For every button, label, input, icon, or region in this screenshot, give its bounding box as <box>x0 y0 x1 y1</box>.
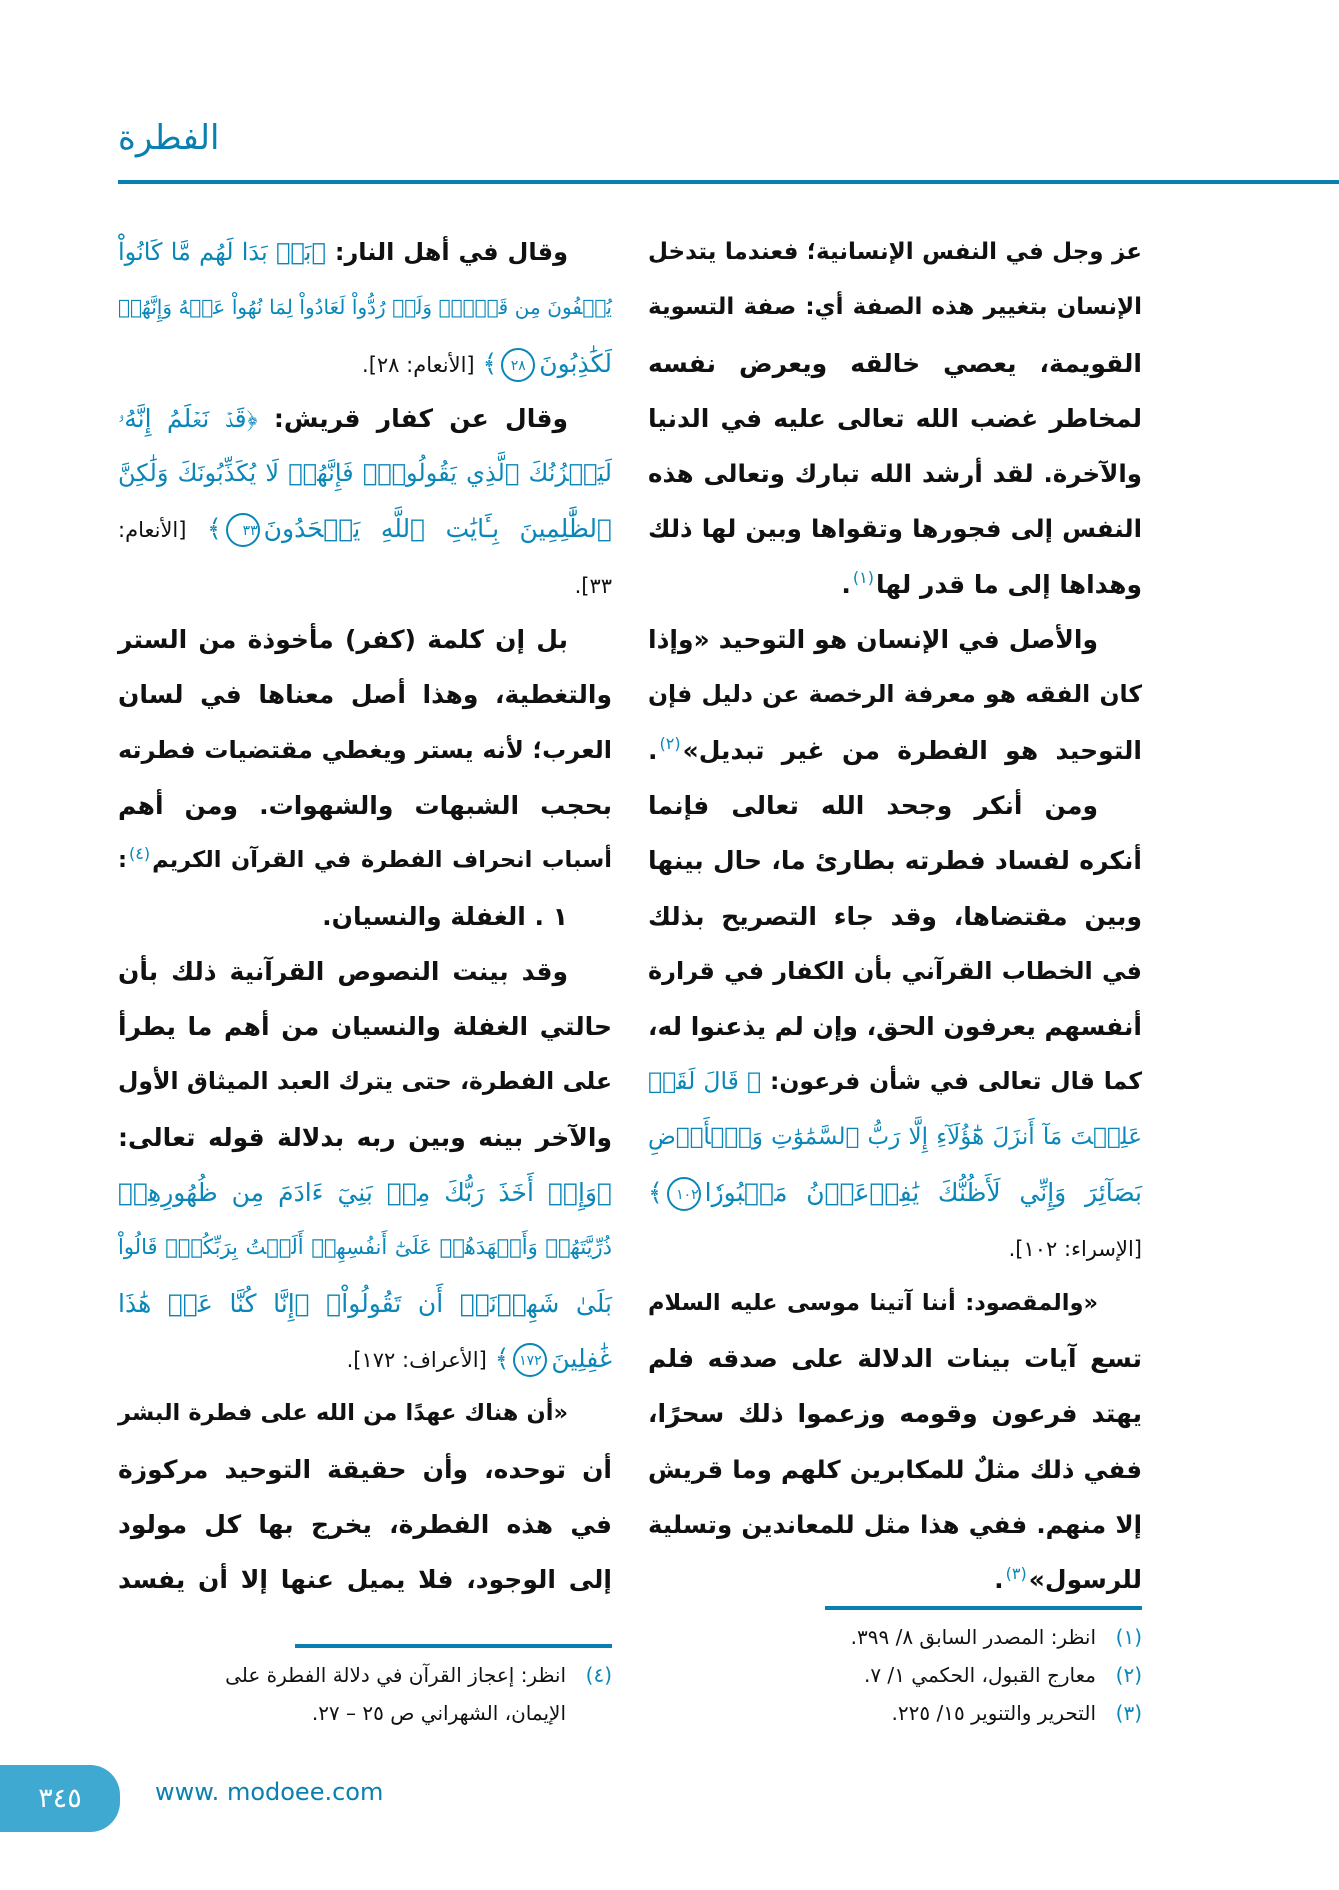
footnote-divider-right <box>825 1606 1142 1610</box>
body-text: : <box>118 847 127 874</box>
text-line <box>118 1331 612 1386</box>
text-line <box>648 1552 1142 1607</box>
body-text: بل إن كلمة (كفر) مأخوذة من الستر <box>118 625 568 655</box>
body-text: على الفطرة، حتى يترك العبد الميثاق الأول <box>118 1067 612 1096</box>
body-text: إلى الوجود، فلا يميل عنها إلا أن يفسد <box>118 1565 612 1595</box>
body-text: أنفسهم يعرفون الحق، وإن لم يذعنوا له، <box>648 1012 1142 1042</box>
text-line <box>118 612 612 667</box>
footnote-text: التحرير والتنوير ١٥/ ٢٢٥. <box>891 1701 1096 1725</box>
quran-verse-text: يُخۡفُونَ مِن قَبۡلُۖ وَلَوۡ رُدُّواْ لَعَادُواْ لِمَا نُهُواْ عَنۡهُ وَإِنَّهُمۡ <box>118 295 612 320</box>
body-text: عز وجل في النفس الإنسانية؛ فعندما يتدخل <box>648 239 1142 265</box>
text-line <box>648 446 1142 501</box>
body-text: العرب؛ لأنه يستر ويغطي مقتضيات فطرته <box>118 735 612 764</box>
body-text: بحجب الشبهات والشهوات. ومن أهم <box>118 790 612 820</box>
body-text: لمخاطر غضب الله تعالى عليه في الدنيا <box>648 403 1142 433</box>
footnote <box>648 1694 1142 1732</box>
quran-verse-text: لَكَٰذِبُونَ <box>539 348 612 378</box>
body-text: وبين مقتضاها، وقد جاء التصريح بذلك <box>648 901 1142 931</box>
verse-reference: ٣٣]. <box>574 573 612 598</box>
text-line <box>648 501 1142 556</box>
text-line <box>648 280 1142 335</box>
left-column <box>118 225 612 1607</box>
body-text: إلا منهم. ففي هذا مثل للمعاندين وتسلية <box>648 1509 1142 1539</box>
text-line <box>648 999 1142 1054</box>
text-line <box>648 889 1142 944</box>
ayah-number-marker: ٣٣ <box>226 513 260 547</box>
body-text: كان الفقه هو معرفة الرخصة عن دليل فإن <box>648 680 1142 709</box>
quran-verse-text: ﴾ <box>648 1178 663 1208</box>
quran-verse-text: بَلَىٰ شَهِدۡنَآۚ أَن تَقُولُواْ﴾ ﴿إِنَّا كُنَّا عَنۡ هَٰذَا <box>118 1288 612 1318</box>
footnote-marker[interactable]: (٣) <box>1005 1563 1027 1583</box>
text-line <box>118 1386 612 1441</box>
body-text: والأصل في الإنسان هو التوحيد «وإذا <box>648 625 1098 655</box>
body-text: في الخطاب القرآني بأن الكفار في قرارة <box>648 956 1142 985</box>
text-line <box>118 723 612 778</box>
text-line <box>648 1386 1142 1441</box>
body-text: حالتي الغفلة والنسيان من أهم ما يطرأ <box>118 1012 612 1042</box>
ayah-number-marker: ١٠٢ <box>667 1177 701 1211</box>
body-text: كما قال تعالى في شأن فرعون: <box>761 1067 1142 1096</box>
text-line <box>648 391 1142 446</box>
text-line <box>648 723 1142 778</box>
right-column <box>648 225 1142 1607</box>
body-text: وقال في أهل النار: <box>325 238 568 266</box>
body-text: يهتد فرعون وقومه وزعموا ذلك سحرًا، <box>648 1399 1142 1429</box>
text-line <box>648 833 1142 888</box>
page-number: ٣٤٥ <box>38 1783 82 1814</box>
text-line <box>118 999 612 1054</box>
body-text: ومن أنكر وجحد الله تعالى فإنما <box>648 790 1098 820</box>
text-line <box>648 1497 1142 1552</box>
text-line <box>118 446 612 501</box>
verse-reference: [الأنعام: ٢٨]. <box>362 352 475 377</box>
body-text: وهداها إلى ما قدر لها <box>875 569 1142 599</box>
website-url: www. modoee.com <box>155 1778 384 1806</box>
body-text: ١ . الغفلة والنسيان. <box>322 901 568 931</box>
body-text: «والمقصود: أننا آتينا موسى عليه السلام <box>648 1289 1098 1316</box>
quran-verse-text: ﴾ <box>486 1343 510 1373</box>
quran-verse-text: ﴿ قَالَ لَقَدۡ <box>648 1067 762 1096</box>
footnote-text: معارج القبول، الحكمي ١/ ٧. <box>863 1663 1096 1687</box>
text-line <box>648 557 1142 612</box>
text-line <box>648 225 1142 280</box>
body-text: . <box>841 569 851 599</box>
header-divider <box>118 180 1339 184</box>
text-line <box>118 778 612 833</box>
text-line <box>648 1442 1142 1497</box>
quran-verse-text: ﴿وَإِذۡ أَخَذَ رَبُّكَ مِنۢ بَنِيٓ ءَادَمَ مِن ظُهُورِهِمۡ <box>118 1178 612 1208</box>
text-line <box>118 833 612 888</box>
footnote-text: انظر: إعجاز القرآن في دلالة الفطرة على <box>225 1663 566 1687</box>
footnote-divider-left <box>295 1644 612 1648</box>
text-line <box>118 1276 612 1331</box>
text-line <box>118 225 612 280</box>
body-text: أنكره لفساد فطرته بطارئ ما، حال بينها <box>648 846 1142 876</box>
quran-verse-text: ﴾ <box>474 348 498 378</box>
body-text: الإنسان بتغيير هذه الصفة أي: صفة التسوية <box>648 294 1142 321</box>
footnote-number: (٢) <box>1115 1663 1142 1687</box>
footnote <box>648 1656 1142 1694</box>
quran-verse-text: غَٰفِلِينَ <box>551 1343 612 1373</box>
footnote <box>648 1618 1142 1656</box>
footnote-continuation: الإيمان، الشهراني ص ٢٥ – ٢٧. <box>311 1701 566 1725</box>
quran-verse-text: ﴿قَدۡ نَعۡلَمُ إِنَّهُۥ <box>118 403 258 433</box>
footnote-marker[interactable]: (٢) <box>659 734 681 754</box>
text-line <box>118 944 612 999</box>
text-line <box>648 944 1142 999</box>
body-text: القويمة، يعصي خالقه ويعرض نفسه <box>648 348 1142 378</box>
footnote-number: (٤) <box>585 1663 612 1687</box>
ayah-number-marker: ٢٨ <box>501 348 535 382</box>
quran-verse-text: لَيَحۡزُنُكَ ٱلَّذِي يَقُولُونَۖ فَإِنَّهُمۡ لَا يُكَذِّبُونَكَ وَلَٰكِنَّ <box>118 459 612 488</box>
footnote-marker[interactable]: (٤) <box>129 843 151 863</box>
text-line <box>648 336 1142 391</box>
body-text: النفس إلى فجورها وتقواها وبين لها ذلك <box>648 514 1142 544</box>
body-text: . <box>648 735 658 765</box>
text-line <box>118 1552 612 1607</box>
footnotes-right <box>648 1618 1142 1732</box>
body-text: في هذه الفطرة، يخرج بها كل مولود <box>118 1509 612 1539</box>
quran-verse-text: ٱلظَّٰلِمِينَ بِـَٔايَٰتِ ٱللَّهِ يَجۡحَدُونَ <box>263 514 612 544</box>
text-line <box>648 1110 1142 1165</box>
page-number-badge <box>0 1765 120 1832</box>
verse-reference: [الأعراف: ١٧٢]. <box>346 1347 487 1372</box>
text-line <box>648 612 1142 667</box>
text-line <box>118 391 612 446</box>
footnote-number: (١) <box>1115 1625 1142 1649</box>
text-line <box>118 557 612 612</box>
text-line <box>118 1165 612 1220</box>
text-line <box>118 1442 612 1497</box>
verse-reference: [الأنعام: <box>118 518 187 543</box>
ayah-number-marker: ١٧٢ <box>513 1343 547 1377</box>
body-text: أن توحده، وأن حقيقة التوحيد مركوزة <box>118 1454 612 1484</box>
body-text: «أن هناك عهدًا من الله على فطرة البشر <box>118 1400 568 1427</box>
text-line <box>118 1497 612 1552</box>
body-text: والآخرة. لقد أرشد الله تبارك وتعالى هذه <box>648 459 1142 489</box>
text-line <box>118 889 612 944</box>
body-text: وقال عن كفار قريش: <box>257 403 568 433</box>
footnote-text: انظر: المصدر السابق ٨/ ٣٩٩. <box>850 1625 1096 1649</box>
text-line <box>118 667 612 722</box>
footnote-number: (٣) <box>1115 1701 1142 1725</box>
quran-verse-text: ذُرِّيَّتَهُمۡ وَأَشۡهَدَهُمۡ عَلَىٰٓ أَنفُسِهِمۡ أَلَسۡتُ بِرَبِّكُمۡۖ قَالُواْ <box>118 1235 612 1260</box>
text-line <box>648 1220 1142 1275</box>
text-line <box>118 336 612 391</box>
text-line <box>648 1276 1142 1331</box>
footnotes-left <box>118 1656 612 1732</box>
text-line <box>648 1331 1142 1386</box>
text-line <box>648 778 1142 833</box>
text-line <box>118 1220 612 1275</box>
quran-verse-text: بَصَآئِرَ وَإِنِّي لَأَظُنُّكَ يَٰفِرۡعَوۡنُ مَثۡبُورٗا <box>704 1178 1142 1208</box>
body-text: ففي ذلك مثلٌ للمكابرين كلهم وما قريش <box>648 1454 1142 1484</box>
quran-verse-text: ﴿بَلۡ بَدَا لَهُم مَّا كَانُواْ <box>118 238 326 266</box>
quran-verse-text: ﴾ <box>186 514 222 544</box>
body-text: والتغطية، وهذا أصل معناها في لسان <box>118 680 612 710</box>
body-text: وقد بينت النصوص القرآنية ذلك بأن <box>118 956 568 986</box>
text-line <box>118 501 612 556</box>
body-text: . <box>994 1565 1004 1595</box>
body-text: والآخر بينه وبين ربه بدلالة قوله تعالى: <box>118 1122 612 1152</box>
body-text: تسع آيات بينات الدلالة على صدقه فلم <box>648 1343 1142 1373</box>
text-line <box>648 1054 1142 1109</box>
verse-reference: [الإسراء: ١٠٢]. <box>1008 1237 1142 1262</box>
text-line <box>118 1110 612 1165</box>
body-text: التوحيد هو الفطرة من غير تبديل» <box>682 735 1142 765</box>
footnote <box>118 1656 612 1694</box>
quran-verse-text: عَلِمۡتَ مَآ أَنزَلَ هَٰٓؤُلَآءِ إِلَّا رَبُّ ٱلسَّمَٰوَٰتِ وَٱلۡأَرۡضِ <box>648 1123 1142 1150</box>
footnote-marker[interactable]: (١) <box>852 568 874 588</box>
text-line <box>648 1165 1142 1220</box>
text-line <box>118 1054 612 1109</box>
body-text: للرسول» <box>1028 1565 1142 1595</box>
text-line <box>118 280 612 335</box>
running-header-title: الفطرة <box>118 118 220 158</box>
body-text: أسباب انحراف الفطرة في القرآن الكريم <box>152 847 612 874</box>
text-line <box>648 667 1142 722</box>
